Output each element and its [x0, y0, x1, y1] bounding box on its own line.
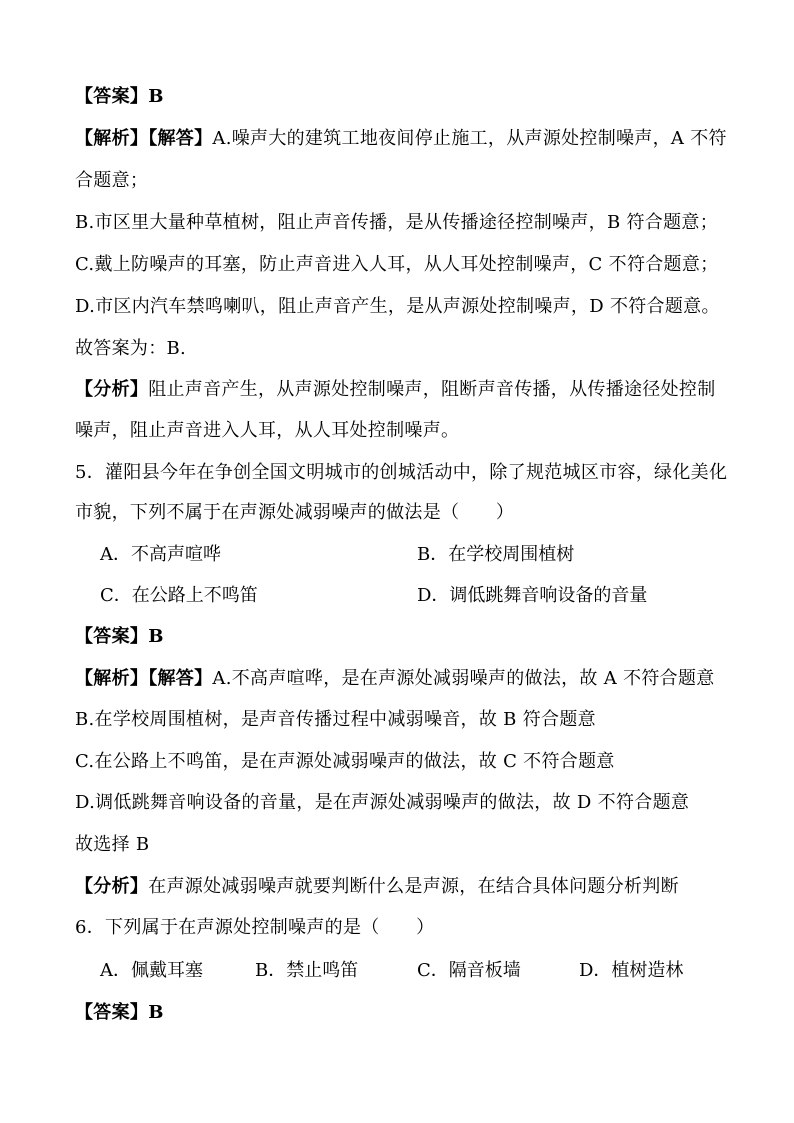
- analysis-label: 【解析】【解答】: [75, 668, 213, 689]
- fenxi-label: 【分析】: [75, 876, 149, 897]
- question-5-analysis: [75, 666, 744, 692]
- fenxi-continuation: 噪声，阻止声音进入人耳，从人耳处控制噪声。: [75, 420, 460, 441]
- fenxi-text: 在声源处减弱噪声就要判断什么是声源，在结合具体问题分析判断: [148, 876, 679, 897]
- fenxi-label: 【分析】: [75, 379, 149, 400]
- question-5-answer: [75, 624, 744, 650]
- analysis-label: 【解析】【解答】: [75, 128, 213, 149]
- analysis-continuation: 合题意；: [75, 170, 149, 191]
- question-5-fenxi: [75, 874, 744, 900]
- answer-label: 【答案】B: [75, 1002, 164, 1023]
- question-6-option-d: D．植树造林: [579, 960, 684, 981]
- fenxi-text: 阻止声音产生，从声源处控制噪声，阻断声音传播，从传播途径处控制: [148, 379, 716, 400]
- question-5-analysis-c: C.在公路上不鸣笛，是在声源处减弱噪声的做法，故 C 不符合题意: [75, 751, 615, 772]
- fenxi-line: [75, 377, 744, 403]
- question-5-conclusion: 故选择 B: [75, 834, 150, 855]
- question-6-option-c: C．隔音板墙: [417, 960, 521, 981]
- question-5-option-b: B．在学校周围植树: [417, 544, 575, 565]
- analysis-option-b: B.市区里大量种草植树，阻止声音传播，是从传播途径控制噪声，B 符合题意；: [75, 212, 718, 233]
- answer-label: 【答案】B: [75, 86, 164, 107]
- analysis-text: A.不高声喧哗，是在声源处减弱噪声的做法，故 A 不符合题意: [212, 668, 715, 689]
- question-6-option-a: A．佩戴耳塞: [100, 960, 203, 981]
- question-5-analysis-b: B.在学校周围植树，是声音传播过程中减弱噪音，故 B 符合题意: [75, 709, 596, 730]
- analysis-option-d: D.市区内汽车禁鸣喇叭，阻止声音产生，是从声源处控制噪声，D 不符合题意。: [75, 296, 720, 317]
- question-5-option-a: A．不高声喧哗: [100, 544, 221, 565]
- question-5-stem-continuation: 市貌，下列不属于在声源处减弱噪声的做法是（ ）: [75, 502, 515, 523]
- analysis-option-c: C.戴上防噪声的耳塞，防止声音进入人耳，从人耳处控制噪声，C 不符合题意；: [75, 254, 719, 275]
- answer-line: [75, 84, 744, 110]
- analysis-line: [75, 126, 744, 152]
- question-5-analysis-d: D.调低跳舞音响设备的音量，是在声源处减弱噪声的做法，故 D 不符合题意: [75, 792, 690, 813]
- answer-label: 【答案】B: [75, 626, 164, 647]
- question-5-stem: 5．灌阳县今年在争创全国文明城市的创城活动中，除了规范城区市容，绿化美化: [75, 462, 728, 483]
- question-6-stem: 6．下列属于在声源处控制噪声的是（ ）: [75, 917, 435, 938]
- analysis-text: A.噪声大的建筑工地夜间停止施工，从声源处控制噪声，A 不符: [212, 128, 727, 149]
- question-6-answer: [75, 1000, 744, 1026]
- question-5-option-d: D．调低跳舞音响设备的音量: [417, 585, 648, 606]
- conclusion-line: 故答案为：B.: [75, 338, 187, 359]
- question-5-option-c: C．在公路上不鸣笛: [100, 585, 258, 606]
- question-6-option-b: B．禁止鸣笛: [255, 960, 359, 981]
